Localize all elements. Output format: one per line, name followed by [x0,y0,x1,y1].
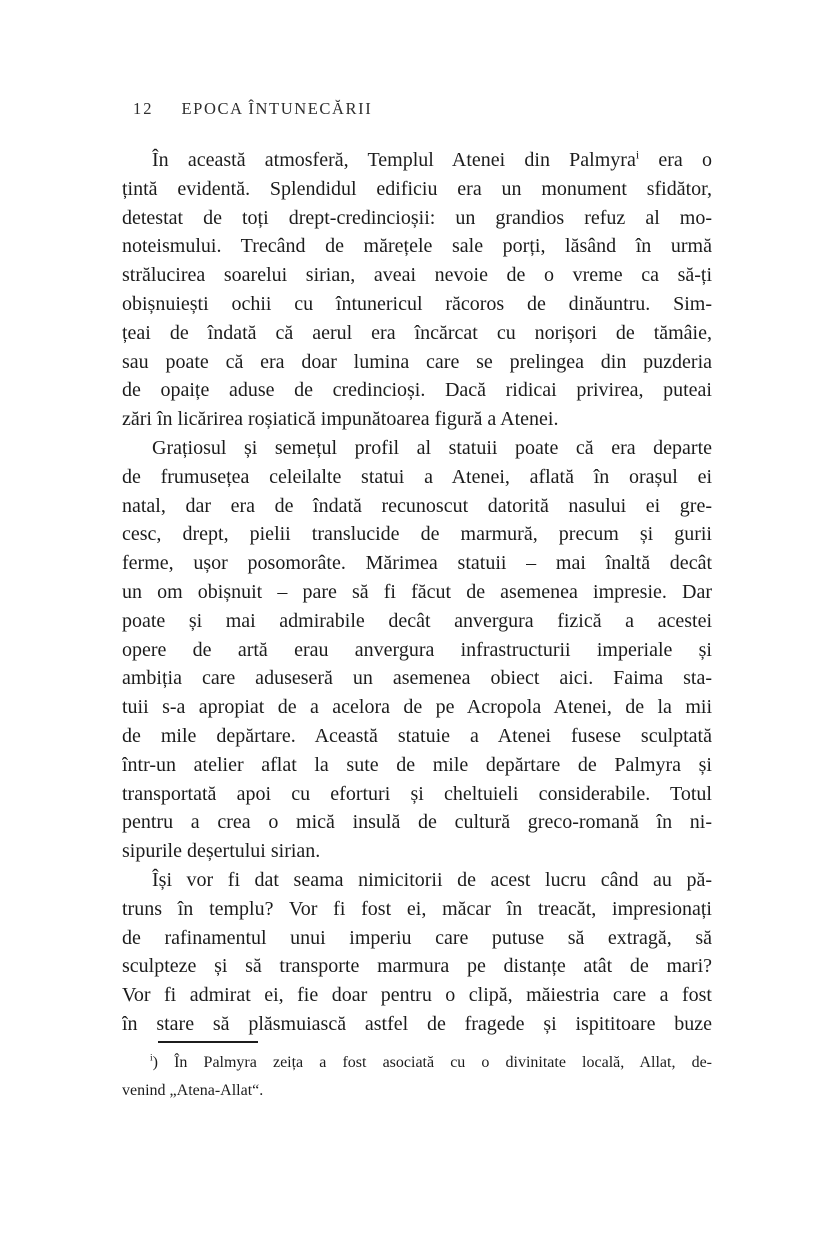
footnote-ref-marker: i [635,147,640,162]
text-segment: În această atmosferă, Templul Atenei din Palmyra [152,149,636,171]
text-line: opere de artă erau anvergura infrastructurii imperiale și [122,638,712,661]
body-text [122,146,712,1039]
text-line: cesc, drept, pielii translucide de marmură, precum și gurii [122,523,712,546]
text-line: Își vor fi dat seama nimicitorii de acest lucru când au pă- [152,868,712,891]
text-line: zări în licărirea roșiatică impunătoarea figură a Atenei. [122,408,559,431]
text-line: poate și mai admirabile decât anvergura fizică a acestei [122,609,712,632]
text-line: sau poate că era doar lumina care se prelingea din puzderia [122,350,712,373]
text-line: de rafinamentul unui imperiu care putuse să extragă, să [122,926,712,949]
text-line: un om obișnuit – pare să fi făcut de asemenea impresie. Dar [122,580,712,603]
text-line: venind „Atena-Allat“. [122,1081,264,1099]
text-line: într-un atelier aflat la sute de mile depărtare de Palmyra și [122,753,712,776]
text-segment: ) În Palmyra zeița a fost asociată cu o divinitate locală, Allat, de- [152,1054,712,1071]
text-line: pentru a crea o mică insulă de cultură greco-romană în ni- [122,811,712,834]
text-line: Vor fi admirat ei, fie doar pentru o clipă, măiestria care a fost [122,984,712,1007]
text-line: de opaițe aduse de credincioși. Dacă ridicai privirea, puteai [122,379,712,402]
text-line: țintă evidentă. Splendidul edificiu era un monument sfidător, [122,177,712,200]
text-line: țeai de îndată că aerul era încărcat cu norișori de tămâie, [122,321,712,344]
footnote-lines [122,1049,712,1104]
text-line: strălucirea soarelui sirian, aveai nevoie de o vreme ca să-ți [122,264,712,287]
text-line: natal, dar era de îndată recunoscut datorită nasului ei gre- [122,494,712,517]
text-line: tuii s-a apropiat de a acelora de pe Acropola Atenei, de la mii [122,696,712,719]
text-line: ambiția care aduseseră un asemenea obiect aici. Faima sta- [122,667,712,690]
footnote-separator [158,1041,258,1043]
text-line: sipurile deșertului sirian. [122,840,321,863]
running-head-title: EPOCA ÎNTUNECĂRII [181,99,373,118]
text-line: sculpteze și să transporte marmura pe distanțe atât de mari? [122,955,712,978]
paragraph [122,434,712,866]
text-line: ferme, ușor posomorâte. Mărimea statuii – mai înaltă decât [122,552,712,575]
text-line: detestat de toți drept-credincioșii: un grandios refuz al mo- [122,206,712,229]
text-line [122,1049,712,1077]
text-line: Grațiosul și semețul profil al statuii poate că era departe [152,436,712,459]
text-line: transportată apoi cu eforturi și cheltuieli considerabile. Totul [122,782,712,805]
text-line: truns în templu? Vor fi fost ei, măcar în treacăt, impresionați [122,897,712,920]
text-line: obișnuiești ochii cu întunericul răcoros de dinăuntru. Sim- [122,292,712,315]
text-segment: era o [639,149,712,171]
footnote-ref-marker: i [150,1052,153,1064]
text-line: de mile depărtare. Această statuie a Atenei fusese sculptată [122,724,712,747]
page-number: 12 [133,99,154,118]
text-line: în stare să plăsmuiască astfel de fragede și ispititoare buze [122,1012,712,1035]
paragraph [122,866,712,1039]
text-line: de frumusețea celeilalte statui a Atenei, aflată în orașul ei [122,465,712,488]
text-line: noteismului. Trecând de mărețele sale porți, lăsând în urmă [122,235,712,258]
text-line [122,146,712,175]
paragraph [122,146,712,434]
running-header [133,99,372,119]
footnote [122,1041,712,1104]
